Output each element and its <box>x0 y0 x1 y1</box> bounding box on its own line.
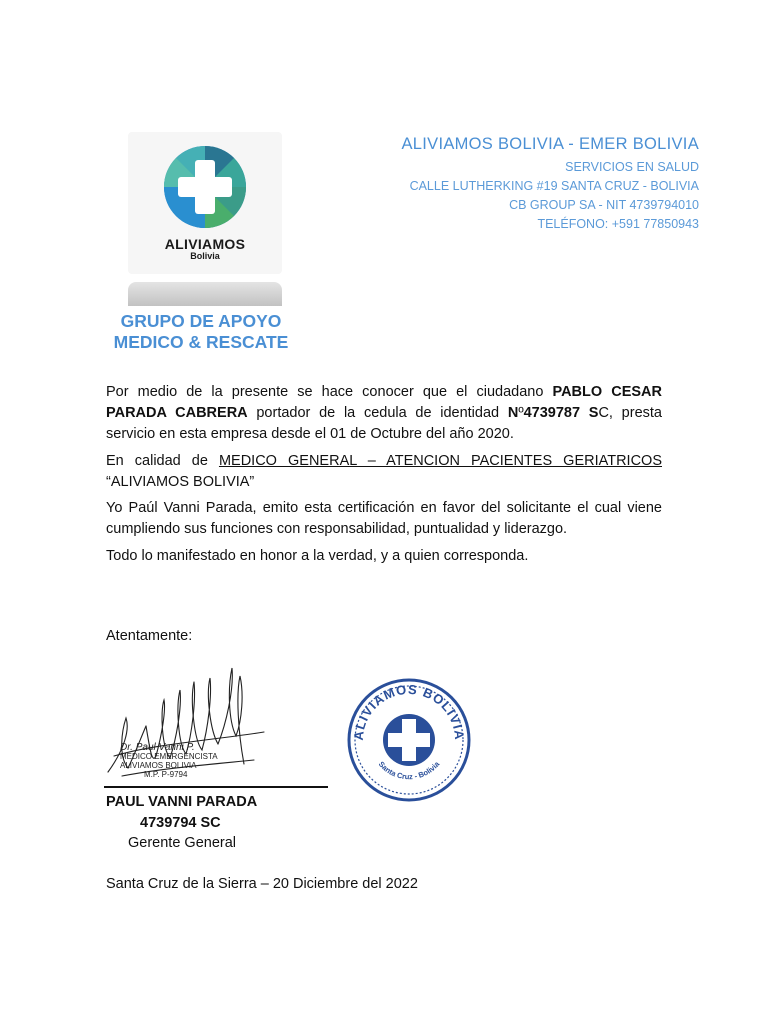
signer-name: PAUL VANNI PARADA <box>106 794 258 810</box>
text-segment: C, presta servicio en esta empresa desde el 01 de Octubre del año 2020. <box>106 405 662 442</box>
logo-country: Bolivia <box>190 251 220 261</box>
seal-bottom-text: Santa Cruz - Bolivia <box>376 759 442 782</box>
stamp-line: MEDICO EMERGENCISTA <box>120 752 218 761</box>
group-title-line1: GRUPO DE APOYO <box>120 311 282 331</box>
paragraph-employment <box>106 382 662 445</box>
company-address: CALLE LUTHERKING #19 SANTA CRUZ - BOLIVIA <box>409 179 699 193</box>
company-logo <box>128 132 282 274</box>
text-segment: Por medio de la presente se hace conocer que el ciudadano <box>106 384 553 400</box>
company-services: SERVICIOS EN SALUD <box>565 160 699 174</box>
company-seal-stamp <box>346 677 472 803</box>
text-segment: “ALIVIAMOS BOLIVIA” <box>106 474 255 490</box>
stamp-line: ALIVIAMOS BOLIVIA <box>120 761 197 770</box>
group-title <box>96 311 306 353</box>
signature-stamp <box>120 743 230 779</box>
text-segment: portador de la cedula de identidad <box>247 405 508 421</box>
company-phone: TELÉFONO: +591 77850943 <box>537 217 699 231</box>
medical-cross-logo-icon <box>162 144 248 230</box>
company-nit: CB GROUP SA - NIT 4739794010 <box>509 198 699 212</box>
paragraph-certification: Yo Paúl Vanni Parada, emito esta certificación en favor del solicitante el cual viene cumpliendo sus funciones con responsabilidad, puntualidad y liderazgo. <box>106 500 662 537</box>
logo-divider-bar <box>128 282 282 306</box>
text-segment: En calidad de <box>106 453 219 469</box>
job-title: MEDICO GENERAL – ATENCION PACIENTES GERIATRICOS <box>218 453 662 469</box>
employee-id: 4739787 S <box>523 405 599 421</box>
company-header <box>401 135 699 234</box>
company-name: ALIVIAMOS BOLIVIA - EMER BOLIVIA <box>401 135 699 153</box>
paragraph-closing-statement: Todo lo manifestado en honor a la verdad, y a quien corresponda. <box>106 548 529 564</box>
paragraph-role <box>106 451 662 493</box>
stamp-line: M.P. P-9794 <box>144 770 188 779</box>
signer-id: 4739794 SC <box>140 815 221 831</box>
closing-salutation: Atentamente: <box>106 628 193 644</box>
place-and-date: Santa Cruz de la Sierra – 20 Diciembre del 2022 <box>106 876 418 892</box>
logo-brand: ALIVIAMOS <box>164 236 246 252</box>
seal-top-text: ALIVIAMOS BOLIVIA <box>350 681 468 742</box>
stamp-line: Dr. Paul Vanni P. <box>120 742 195 753</box>
signer-role: Gerente General <box>128 835 237 851</box>
employee-name: PABLO CESAR PARADA CABRERA <box>106 384 662 421</box>
id-prefix: N <box>507 405 519 421</box>
signature-line <box>104 786 328 788</box>
id-symbol: º <box>518 405 524 421</box>
group-title-line2: MEDICO & RESCATE <box>113 332 289 352</box>
